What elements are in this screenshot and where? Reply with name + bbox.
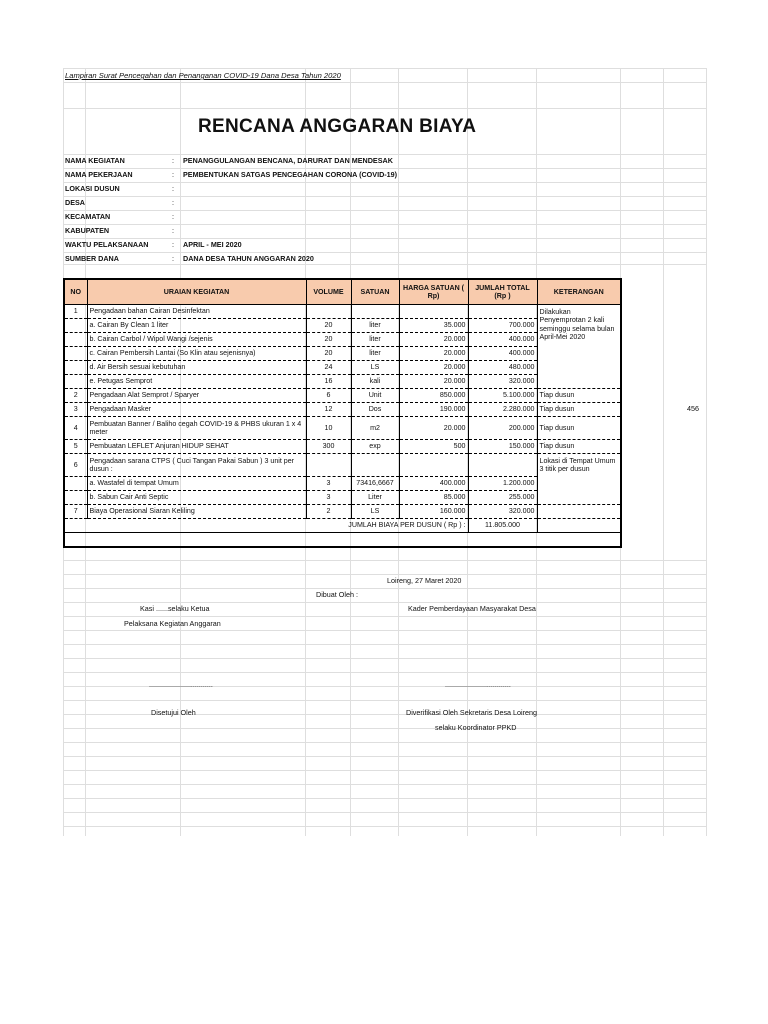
cell-no: 6 [64, 454, 87, 477]
cell-no [64, 477, 87, 491]
info-label: KECAMATAN [65, 212, 111, 221]
cell-uraian: c. Cairan Pembersih Lantai (So Klin atau sejenisnya) [87, 347, 306, 361]
grid-hline [63, 742, 706, 743]
cell-volume: 3 [306, 477, 351, 491]
grid-hline [63, 154, 706, 155]
cell-uraian: b. Cairan Carbol / Wipol Wangi /sejenis [87, 333, 306, 347]
dibuat-oleh: Dibuat Oleh : [316, 590, 358, 599]
cell-keterangan: Tiap dusun [537, 389, 621, 403]
info-colon: : [172, 226, 174, 235]
grid-hline [63, 108, 706, 109]
cell-satuan: 73416,6667 [351, 477, 399, 491]
info-colon: : [172, 254, 174, 263]
grid-hline [63, 784, 706, 785]
budget-table [63, 278, 622, 548]
info-label: NAMA KEGIATAN [65, 156, 125, 165]
info-label: LOKASI DUSUN [65, 184, 120, 193]
cell-uraian: b. Sabun Cair Anti Septic [87, 491, 306, 505]
cell-volume: 12 [306, 403, 351, 417]
cell-harga: 850.000 [399, 389, 468, 403]
cell-harga [399, 305, 468, 319]
cell-uraian: e. Petugas Semprot [87, 375, 306, 389]
grid-hline [63, 756, 706, 757]
grid-hline [63, 82, 706, 83]
table-row [64, 305, 621, 319]
cell-no: 5 [64, 440, 87, 454]
spreadsheet-page [63, 68, 706, 836]
total-row [64, 519, 621, 533]
cell-keterangan: Tiap dusun [537, 440, 621, 454]
cell-volume: 24 [306, 361, 351, 375]
cell-uraian: Pengadaan sarana CTPS ( Cuci Tangan Pakai Sabun ) 3 unit per dusun : [87, 454, 306, 477]
cell-jumlah: 320.000 [468, 375, 537, 389]
cell-jumlah: 400.000 [468, 347, 537, 361]
cell-harga [399, 454, 468, 477]
cell-volume: 3 [306, 491, 351, 505]
place-date: Loireng, 27 Maret 2020 [387, 576, 462, 585]
cell-uraian: Pembuatan Banner / Baliho cegah COVID-19 & PHBS ukuran 1 x 4 meter [87, 417, 306, 440]
info-value: DANA DESA TAHUN ANGGARAN 2020 [183, 254, 314, 263]
cell-harga: 20.000 [399, 333, 468, 347]
info-value: APRIL - MEI 2020 [183, 240, 242, 249]
cell-no [64, 361, 87, 375]
left-role-1: Kasi ......selaku Ketua [140, 604, 210, 613]
document-title: RENCANA ANGGARAN BIAYA [198, 116, 477, 137]
cell-jumlah: 480.000 [468, 361, 537, 375]
diverifikasi-1: Diverifikasi Oleh Sekretaris Desa Loireng [406, 708, 538, 717]
cell-no: 1 [64, 305, 87, 319]
blank-row [64, 533, 621, 548]
cell-harga: 20.000 [399, 361, 468, 375]
info-colon: : [172, 212, 174, 221]
cell-keterangan [537, 505, 621, 519]
sign-line-right: ................................. [445, 680, 511, 689]
header-satuan: SATUAN [351, 279, 399, 305]
document-subtitle: Lampiran Surat Pencegahan dan Penanganan COVID-19 Dana Desa Tahun 2020 [65, 71, 341, 80]
grid-hline [63, 68, 706, 69]
cell-volume: 20 [306, 347, 351, 361]
left-role-2: Pelaksana Kegiatan Anggaran [124, 619, 221, 628]
cell-harga: 190.000 [399, 403, 468, 417]
disetujui-oleh: Disetujui Oleh [151, 708, 196, 717]
cell-uraian: d. Air Bersih sesuai kebutuhan [87, 361, 306, 375]
cell-keterangan: Lokasi di Tempat Umum 3 titik per dusun [537, 454, 621, 505]
cell-harga: 35.000 [399, 319, 468, 333]
header-jumlah: JUMLAH TOTAL (Rp ) [468, 279, 537, 305]
total-value: 11.805.000 [468, 519, 537, 533]
table-row [64, 454, 621, 477]
table-header-row [64, 279, 621, 305]
header-keterangan: KETERANGAN [537, 279, 621, 305]
cell-satuan: liter [351, 333, 399, 347]
cell-no: 4 [64, 417, 87, 440]
cell-uraian: a. Wastafel di tempat Umum [87, 477, 306, 491]
cell-harga: 160.000 [399, 505, 468, 519]
cell-no [64, 491, 87, 505]
grid-hline [63, 224, 706, 225]
cell-volume: 300 [306, 440, 351, 454]
table-row [64, 403, 621, 417]
cell-satuan: LS [351, 361, 399, 375]
blank-cell [64, 533, 621, 548]
right-role-1: Kader Pemberdayaan Masyarakat Desa [408, 604, 536, 613]
cell-satuan: liter [351, 319, 399, 333]
cell-jumlah: 200.000 [468, 417, 537, 440]
info-label: KABUPATEN [65, 226, 110, 235]
grid-hline [63, 560, 706, 561]
header-volume: VOLUME [306, 279, 351, 305]
cell-harga: 20.000 [399, 347, 468, 361]
grid-hline [63, 616, 706, 617]
cell-jumlah: 400.000 [468, 333, 537, 347]
cell-satuan: m2 [351, 417, 399, 440]
cell-uraian: a. Cairan By Clean 1 liter [87, 319, 306, 333]
cell-volume: 2 [306, 505, 351, 519]
cell-no: 2 [64, 389, 87, 403]
cell-no: 7 [64, 505, 87, 519]
side-number: 456 [687, 404, 699, 413]
grid-hline [63, 588, 706, 589]
info-label: DESA [65, 198, 85, 207]
grid-vline [706, 68, 707, 836]
cell-jumlah: 2.280.000 [468, 403, 537, 417]
info-label: NAMA PEKERJAAN [65, 170, 133, 179]
grid-hline [63, 196, 706, 197]
cell-jumlah: 1.200.000 [468, 477, 537, 491]
cell-no [64, 333, 87, 347]
cell-satuan: LS [351, 505, 399, 519]
cell-jumlah: 320.000 [468, 505, 537, 519]
grid-hline [63, 700, 706, 701]
cell-uraian: Pembuatan LEFLET Anjuran HIDUP SEHAT [87, 440, 306, 454]
cell-volume [306, 305, 351, 319]
header-harga: HARGA SATUAN ( Rp) [399, 279, 468, 305]
table-row [64, 417, 621, 440]
info-colon: : [172, 198, 174, 207]
cell-volume: 10 [306, 417, 351, 440]
info-value: PENANGGULANGAN BENCANA, DARURAT DAN MENDESAK [183, 156, 393, 165]
grid-hline [63, 826, 706, 827]
grid-hline [63, 658, 706, 659]
info-colon: : [172, 240, 174, 249]
info-label: WAKTU PELAKSANAAN [65, 240, 149, 249]
cell-keterangan: Tiap dusun [537, 403, 621, 417]
cell-keterangan: Dilakukan Penyemprotan 2 kali seminggu selama bulan April-Mei 2020 [537, 305, 621, 389]
info-value: PEMBENTUKAN SATGAS PENCEGAHAN CORONA (COVID-19) [183, 170, 398, 179]
cell-volume: 20 [306, 319, 351, 333]
cell-jumlah: 150.000 [468, 440, 537, 454]
grid-hline [63, 238, 706, 239]
cell-uraian: Pengadaan bahan Cairan Desinfektan [87, 305, 306, 319]
cell-no [64, 375, 87, 389]
cell-satuan: Dos [351, 403, 399, 417]
cell-jumlah: 5.100.000 [468, 389, 537, 403]
diverifikasi-2: selaku Koordinator PPKD [435, 723, 517, 732]
cell-jumlah [468, 454, 537, 477]
cell-uraian: Pengadaan Masker [87, 403, 306, 417]
grid-hline [63, 264, 706, 265]
header-no: NO [64, 279, 87, 305]
header-uraian: URAIAN KEGIATAN [87, 279, 306, 305]
table-row [64, 440, 621, 454]
grid-hline [63, 574, 706, 575]
cell-no [64, 319, 87, 333]
grid-hline [63, 798, 706, 799]
cell-volume: 6 [306, 389, 351, 403]
total-empty [537, 519, 621, 533]
grid-hline [63, 602, 706, 603]
total-label: JUMLAH BIAYA PER DUSUN ( Rp ) : [64, 519, 468, 533]
info-colon: : [172, 184, 174, 193]
info-colon: : [172, 170, 174, 179]
grid-hline [63, 812, 706, 813]
cell-satuan: exp [351, 440, 399, 454]
cell-satuan: Liter [351, 491, 399, 505]
cell-harga: 20.000 [399, 417, 468, 440]
cell-volume: 16 [306, 375, 351, 389]
grid-hline [63, 644, 706, 645]
cell-harga: 85.000 [399, 491, 468, 505]
cell-no: 3 [64, 403, 87, 417]
grid-hline [63, 630, 706, 631]
cell-harga: 20.000 [399, 375, 468, 389]
cell-jumlah [468, 305, 537, 319]
cell-volume [306, 454, 351, 477]
cell-harga: 400.000 [399, 477, 468, 491]
cell-jumlah: 700.000 [468, 319, 537, 333]
cell-uraian: Pengadaan Alat Semprot / Sparyer [87, 389, 306, 403]
cell-uraian: Biaya Operasional Siaran Keliling [87, 505, 306, 519]
cell-volume: 20 [306, 333, 351, 347]
info-colon: : [172, 156, 174, 165]
cell-satuan: liter [351, 347, 399, 361]
cell-satuan [351, 305, 399, 319]
cell-no [64, 347, 87, 361]
cell-jumlah: 255.000 [468, 491, 537, 505]
grid-hline [63, 770, 706, 771]
sign-line-left: ................................ [149, 680, 213, 689]
grid-hline [63, 728, 706, 729]
cell-satuan: Unit [351, 389, 399, 403]
table-row [64, 505, 621, 519]
cell-satuan: kali [351, 375, 399, 389]
grid-vline [663, 68, 664, 836]
table-row [64, 389, 621, 403]
grid-hline [63, 182, 706, 183]
grid-hline [63, 210, 706, 211]
info-label: SUMBER DANA [65, 254, 119, 263]
cell-harga: 500 [399, 440, 468, 454]
grid-hline [63, 168, 706, 169]
grid-hline [63, 252, 706, 253]
cell-satuan [351, 454, 399, 477]
cell-keterangan: Tiap dusun [537, 417, 621, 440]
grid-hline [63, 672, 706, 673]
